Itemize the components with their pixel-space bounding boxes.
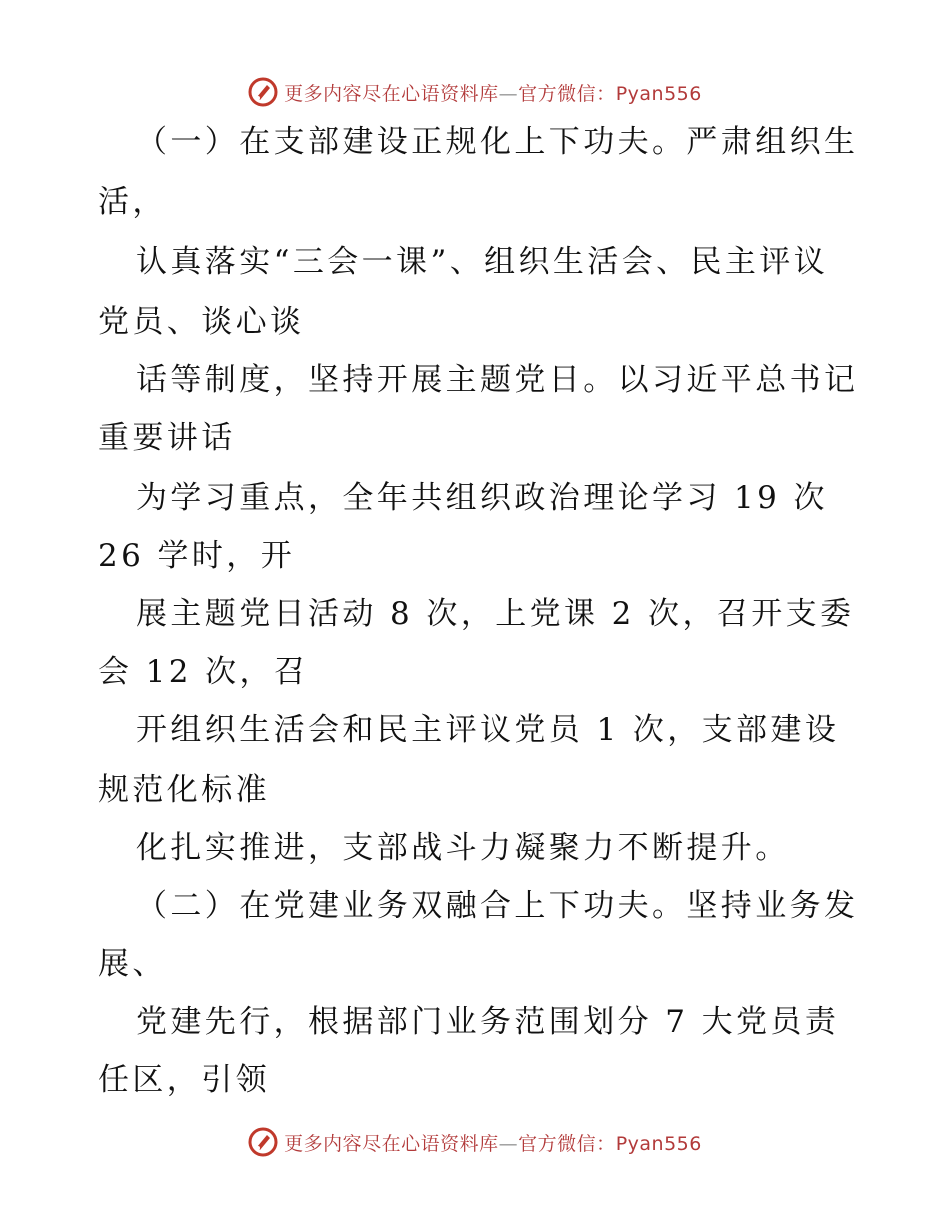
- body-line: 会 12 次，召: [98, 654, 309, 690]
- banner-handle: Pyan556: [615, 1132, 702, 1155]
- brand-logo-icon: [248, 77, 278, 107]
- body-line: 认真落实“三会一课”、组织生活会、民主评议: [136, 244, 829, 280]
- body-line: 重要讲话: [98, 420, 236, 456]
- body-line: （一）在支部建设正规化上下功夫。严肃组织生: [136, 124, 859, 160]
- body-line: 党员、谈心谈: [98, 304, 305, 340]
- body-line: 党建先行，根据部门业务范围划分 7 大党员责: [136, 1004, 840, 1040]
- brand-logo-icon: [248, 1127, 278, 1157]
- banner-separator: —: [498, 1132, 519, 1155]
- body-line: 规范化标准: [98, 772, 270, 808]
- header-banner: [0, 72, 950, 112]
- body-line: 话等制度，坚持开展主题党日。以习近平总书记: [136, 362, 859, 398]
- banner-site: 更多内容尽在心语资料库: [284, 82, 499, 105]
- body-line: 展主题党日活动 8 次，上党课 2 次，召开支委: [136, 596, 855, 632]
- banner-wechat-label: 官方微信：: [518, 82, 616, 105]
- body-line: 任区，引领: [98, 1062, 270, 1098]
- body-line: 为学习重点，全年共组织政治理论学习 19 次: [136, 480, 828, 516]
- banner-separator: —: [498, 82, 519, 105]
- body-line: （二）在党建业务双融合上下功夫。坚持业务发: [136, 888, 859, 924]
- body-line: 活，: [98, 184, 167, 220]
- banner-text: [284, 1129, 702, 1156]
- body-line: 26 学时，开: [98, 538, 296, 574]
- banner-text: [284, 79, 702, 106]
- banner-wechat-label: 官方微信：: [518, 1132, 616, 1155]
- banner-handle: Pyan556: [615, 82, 702, 105]
- footer-banner: [0, 1122, 950, 1162]
- body-line: 化扎实推进，支部战斗力凝聚力不断提升。: [136, 830, 790, 866]
- banner-site: 更多内容尽在心语资料库: [284, 1132, 499, 1155]
- body-line: 开组织生活会和民主评议党员 1 次，支部建设: [136, 712, 840, 748]
- body-line: 展、: [98, 946, 167, 982]
